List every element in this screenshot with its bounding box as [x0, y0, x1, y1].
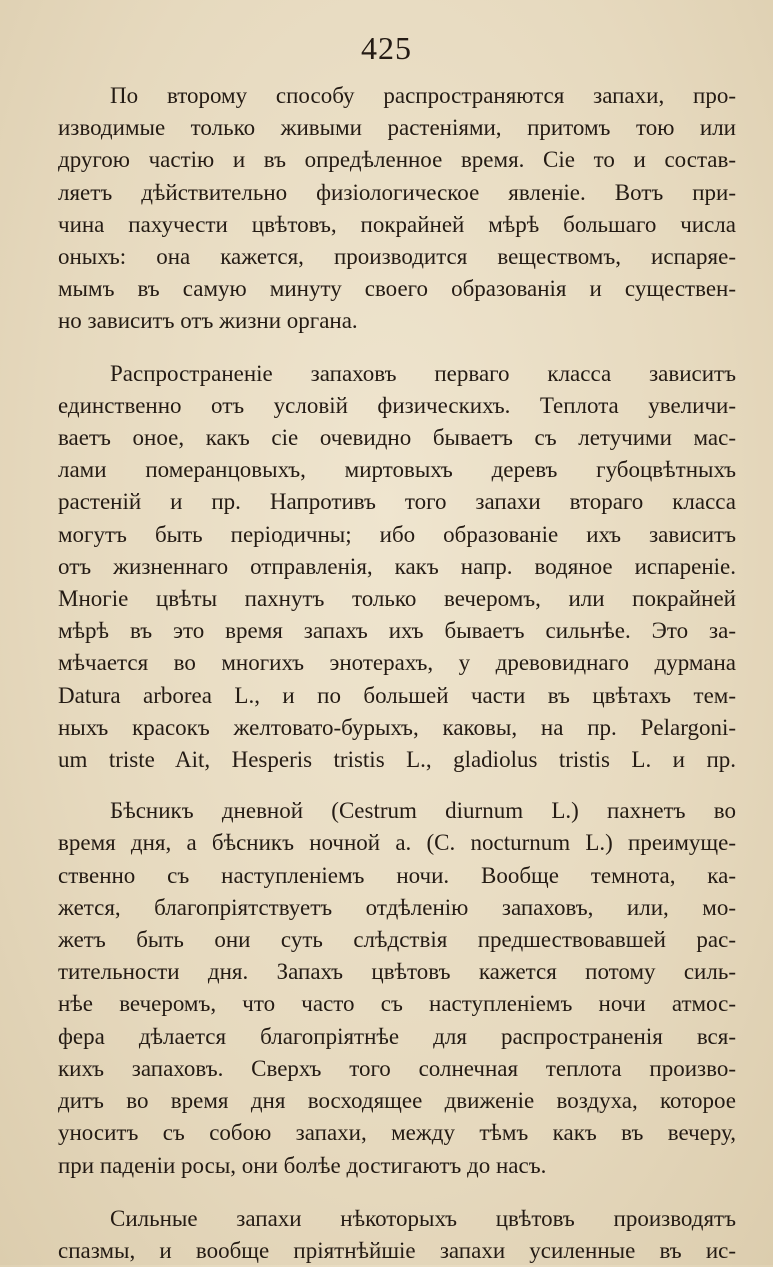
paragraph-3: [58, 795, 736, 1181]
text-line: при паденіи росы, они болѣе достигаютъ до насъ.: [58, 1152, 547, 1178]
text-line: ляетъ дѣйствительно физіологическое явленіе. Вотъ при-: [58, 179, 736, 205]
body-text: [58, 80, 736, 1267]
text-line: дитъ во время дня восходящее движеніе воздуха, которое: [58, 1088, 736, 1114]
text-line: жетъ быть они суть слѣдствія предшествовавшей рас-: [58, 927, 736, 953]
text-line: кихъ запаховъ. Сверхъ того солнечная теплота произво-: [58, 1055, 736, 1081]
text-line: ственно съ наступленіемъ ночи. Вообще темнота, ка-: [58, 862, 736, 888]
text-line: лами померанцовыхъ, миртовыхъ деревъ губоцвѣтныхъ: [58, 457, 736, 483]
text-line: жется, благопріятствуетъ отдѣленію запаховъ, или, мо-: [58, 894, 736, 920]
paragraph-4: [58, 1203, 736, 1267]
text-line: По второму способу распространяются запахи, про-: [110, 83, 736, 108]
text-line: um triste Ait, Hesperis tristis L., gladiolus tristis L. и пр.: [58, 747, 736, 773]
text-line: единственно отъ условій физическихъ. Теплота увеличи-: [58, 392, 736, 418]
paragraph-gap: [58, 776, 736, 795]
text-line: ныхъ красокъ желтовато-бурыхъ, каковы, на пр. Pelargoni-: [58, 714, 736, 740]
paragraph-gap: [58, 1182, 736, 1203]
text-line: чина пахучести цвѣтовъ, покрайней мѣрѣ большаго числа: [58, 211, 736, 237]
text-line: растеній и пр. Напротивъ того запахи втораго класса: [58, 489, 736, 515]
text-line: но зависитъ отъ жизни органа.: [58, 308, 358, 334]
text-line: оныхъ: она кажется, производится веществомъ, испаряе-: [58, 244, 736, 270]
paragraph-1: [58, 80, 736, 338]
text-line: другою частію и въ опредѣленное время. Сіе то и состав-: [58, 147, 736, 173]
text-line: Многіе цвѣты пахнутъ только вечеромъ, или покрайней: [58, 586, 736, 612]
text-line: мымъ въ самую минуту своего образованія и существен-: [58, 276, 736, 302]
paragraph-2: [58, 358, 736, 777]
text-line: фера дѣлается благопріятнѣе для распространенія вся-: [58, 1023, 736, 1049]
text-line: ваетъ оное, какъ сіе очевидно бываетъ съ летучими мас-: [58, 425, 736, 451]
text-line: Datura arborea L., и по большей части въ цвѣтахъ тем-: [58, 682, 736, 708]
text-line: отъ жизненнаго отправленія, какъ напр. водяное испареніе.: [58, 553, 736, 579]
text-line: уноситъ съ собою запахи, между тѣмъ какъ въ вечеру,: [58, 1120, 736, 1146]
text-line: Бѣсникъ дневной (Cestrum diurnum L.) пахнетъ во: [110, 798, 736, 824]
text-line: мѣрѣ въ это время запахъ ихъ бываетъ сильнѣе. Это за-: [58, 618, 736, 644]
text-line: мѣчается во многихъ энотерахъ, у древовиднаго дурмана: [58, 650, 736, 676]
text-line: могутъ быть періодичны; ибо образованіе ихъ зависитъ: [58, 521, 736, 547]
text-line: нѣе вечеромъ, что часто съ наступленіемъ ночи атмос-: [58, 991, 736, 1017]
paragraph-gap: [58, 338, 736, 358]
text-line: время дня, а бѣсникъ ночной а. (C. nocturnum L.) преимуще-: [58, 830, 736, 856]
text-line: спазмы, и вообще пріятнѣйшіе запахи усиленные въ ис-: [58, 1237, 736, 1263]
text-line: Распространеніе запаховъ перваго класса зависитъ: [110, 360, 736, 386]
text-line: изводимые только живыми растеніями, притомъ тою или: [58, 115, 736, 141]
page-number: 425: [361, 30, 412, 66]
text-line: тительности дня. Запахъ цвѣтовъ кажется потому силь-: [58, 959, 736, 985]
text-line: Сильные запахи нѣкоторыхъ цвѣтовъ производятъ: [110, 1205, 736, 1231]
